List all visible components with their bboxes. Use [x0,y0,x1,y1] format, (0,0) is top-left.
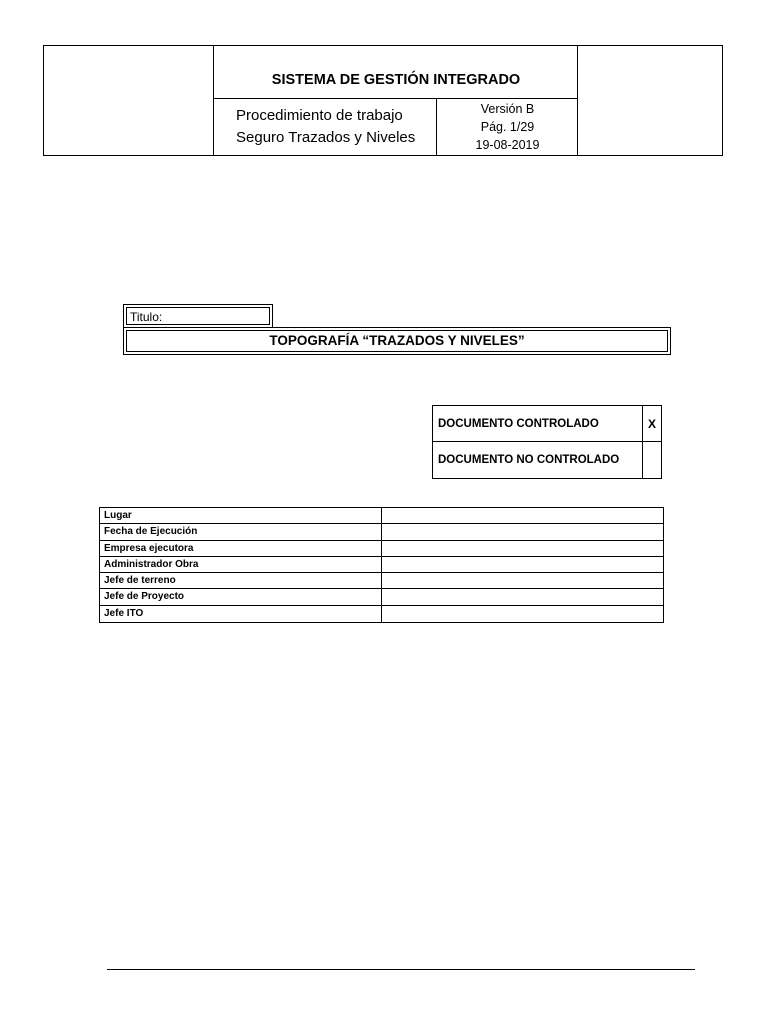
info-key: Administrador Obra [100,557,382,572]
info-key: Jefe de Proyecto [100,589,382,604]
project-info-table [99,507,664,623]
version-label: Versión B [480,102,535,116]
header-logo-cell [44,46,214,155]
control-row-controlled [433,406,661,442]
page-number: Pág. 1/29 [480,120,535,134]
table-row [100,508,663,524]
header-right-cell [577,46,722,155]
document-control-table [432,405,662,479]
table-row [100,573,663,589]
info-value [382,524,663,539]
control-row-uncontrolled [433,442,661,478]
version-cell [437,99,578,155]
info-key: Jefe ITO [100,606,382,622]
procedure-title-line1: Procedimiento de trabajo [236,107,403,124]
title-box [123,327,671,355]
info-value [382,557,663,572]
footer-divider [107,969,695,970]
control-row-label: DOCUMENTO NO CONTROLADO [433,442,643,478]
procedure-title-line2: Seguro Trazados y Niveles [236,129,416,146]
title-label-box [123,304,273,328]
system-title: SISTEMA DE GESTIÓN INTEGRADO [214,46,578,99]
info-key: Jefe de terreno [100,573,382,588]
title-label: Titulo: [126,307,270,325]
info-value [382,573,663,588]
info-key: Lugar [100,508,382,523]
document-date: 19-08-2019 [475,138,540,152]
info-value [382,606,663,622]
table-row [100,541,663,557]
control-row-label: DOCUMENTO CONTROLADO [433,406,643,441]
info-value [382,541,663,556]
info-value [382,508,663,523]
table-row [100,524,663,540]
control-row-mark [643,442,661,478]
info-value [382,589,663,604]
table-row [100,589,663,605]
control-row-mark: X [647,416,656,431]
procedure-title-cell [214,99,437,155]
info-key: Empresa ejecutora [100,541,382,556]
document-title: TOPOGRAFÍA “TRAZADOS Y NIVELES” [126,330,668,352]
table-row [100,557,663,573]
table-row [100,606,663,622]
document-header [43,45,723,156]
info-key: Fecha de Ejecución [100,524,382,539]
